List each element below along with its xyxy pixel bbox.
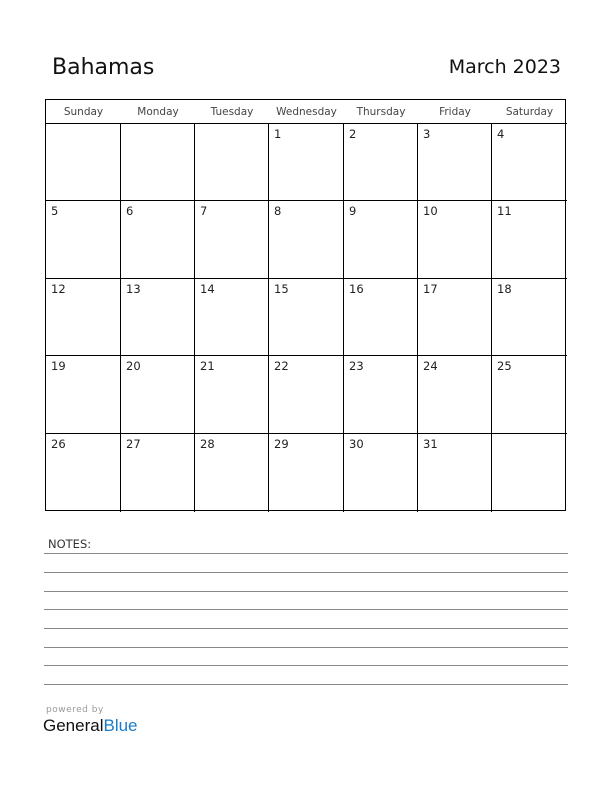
day-number: 20 (126, 359, 141, 373)
notes-line (44, 647, 568, 648)
day-number: 9 (349, 204, 357, 218)
calendar-grid (45, 99, 566, 511)
notes-line (44, 628, 568, 629)
day-cell[interactable] (120, 278, 195, 356)
notes-label: NOTES: (48, 537, 92, 551)
country-title: Bahamas (52, 55, 155, 80)
day-cell[interactable] (343, 123, 418, 201)
day-number: 2 (349, 127, 357, 141)
day-cell[interactable] (194, 355, 269, 434)
day-number: 1 (274, 127, 282, 141)
day-cell[interactable] (46, 433, 121, 512)
day-cell[interactable] (120, 433, 195, 512)
weekday-header-monday: Monday (137, 106, 179, 118)
day-number: 11 (497, 204, 512, 218)
day-number: 13 (126, 282, 141, 296)
day-cell[interactable] (120, 123, 195, 201)
weekday-header-wednesday: Wednesday (276, 106, 337, 118)
day-number: 14 (200, 282, 215, 296)
weekday-header-sunday: Sunday (63, 106, 104, 118)
day-cell[interactable] (194, 200, 269, 279)
day-number: 23 (349, 359, 364, 373)
day-cell[interactable] (491, 355, 567, 434)
weekday-header-thursday: Thursday (356, 106, 406, 118)
brand-blue: Blue (103, 716, 138, 735)
day-cell[interactable] (343, 278, 418, 356)
day-number: 5 (51, 204, 59, 218)
day-number: 26 (51, 437, 66, 451)
generalblue-logo (43, 716, 138, 736)
day-number: 19 (51, 359, 66, 373)
day-cell[interactable] (46, 355, 121, 434)
day-cell[interactable] (268, 200, 344, 279)
day-number: 30 (349, 437, 364, 451)
day-number: 7 (200, 204, 208, 218)
notes-line (44, 665, 568, 666)
day-number: 28 (200, 437, 215, 451)
day-cell[interactable] (46, 123, 121, 201)
day-cell[interactable] (417, 123, 492, 201)
day-cell[interactable] (491, 200, 567, 279)
day-cell[interactable] (268, 355, 344, 434)
day-cell[interactable] (120, 200, 195, 279)
weekday-header-saturday: Saturday (505, 106, 554, 118)
weekday-header-friday: Friday (439, 106, 471, 118)
day-number: 16 (349, 282, 364, 296)
day-cell[interactable] (46, 200, 121, 279)
day-cell[interactable] (343, 200, 418, 279)
day-number: 27 (126, 437, 141, 451)
day-cell[interactable] (417, 200, 492, 279)
day-number: 12 (51, 282, 66, 296)
notes-line (44, 684, 568, 685)
day-number: 10 (423, 204, 438, 218)
day-number: 18 (497, 282, 512, 296)
day-cell[interactable] (194, 123, 269, 201)
day-number: 3 (423, 127, 431, 141)
day-number: 29 (274, 437, 289, 451)
day-number: 4 (497, 127, 505, 141)
day-cell[interactable] (417, 278, 492, 356)
day-number: 8 (274, 204, 282, 218)
notes-line (44, 591, 568, 592)
day-cell[interactable] (343, 355, 418, 434)
day-cell[interactable] (268, 433, 344, 512)
day-cell[interactable] (417, 433, 492, 512)
day-number: 21 (200, 359, 215, 373)
weekday-header-tuesday: Tuesday (210, 106, 254, 118)
notes-line (44, 553, 568, 554)
day-number: 24 (423, 359, 438, 373)
notes-line (44, 609, 568, 610)
day-number: 22 (274, 359, 289, 373)
day-number: 31 (423, 437, 438, 451)
day-cell[interactable] (417, 355, 492, 434)
day-cell[interactable] (491, 123, 567, 201)
month-title: March 2023 (448, 56, 561, 78)
day-number: 25 (497, 359, 512, 373)
day-cell[interactable] (46, 278, 121, 356)
day-number: 15 (274, 282, 289, 296)
day-cell[interactable] (343, 433, 418, 512)
brand-general: General (43, 716, 104, 735)
powered-by-text: powered by (46, 705, 104, 715)
day-cell[interactable] (491, 278, 567, 356)
day-cell[interactable] (268, 123, 344, 201)
day-cell[interactable] (194, 278, 269, 356)
notes-line (44, 572, 568, 573)
day-cell[interactable] (268, 278, 344, 356)
day-cell[interactable] (491, 433, 567, 512)
day-cell[interactable] (120, 355, 195, 434)
day-number: 17 (423, 282, 438, 296)
day-cell[interactable] (194, 433, 269, 512)
day-number: 6 (126, 204, 134, 218)
